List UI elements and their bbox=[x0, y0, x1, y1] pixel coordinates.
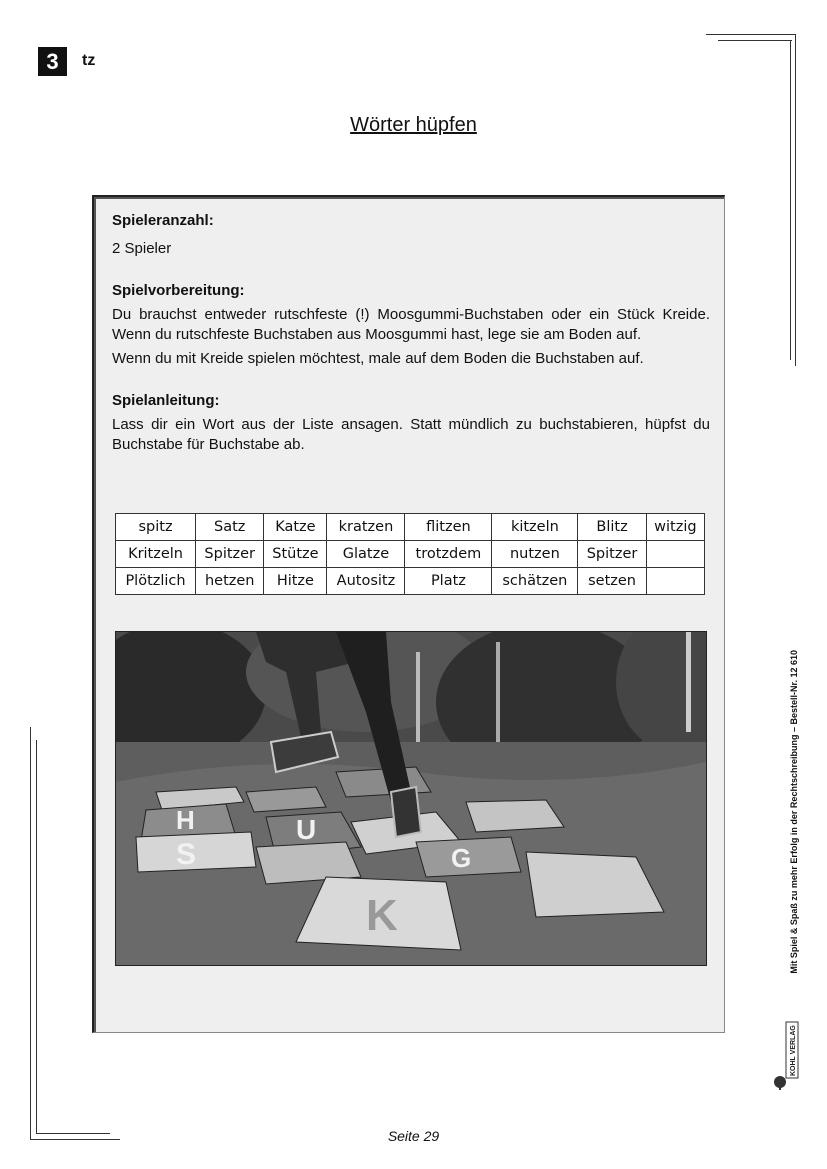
table-cell: flitzen bbox=[405, 514, 492, 541]
word-table bbox=[115, 513, 705, 595]
table-row bbox=[116, 568, 705, 595]
table-cell: schätzen bbox=[492, 568, 578, 595]
players-text: 2 Spieler bbox=[112, 240, 172, 257]
prep-text-2: Wenn du mit Kreide spielen möchtest, male auf dem Boden die Buchstaben auf. bbox=[112, 350, 644, 367]
table-cell: hetzen bbox=[196, 568, 264, 595]
table-cell: kitzeln bbox=[492, 514, 578, 541]
publisher-logo bbox=[772, 1020, 802, 1092]
mat-letter: U bbox=[296, 814, 317, 845]
players-heading: Spieleranzahl: bbox=[112, 212, 214, 229]
svg-text:KOHL VERLAG: KOHL VERLAG bbox=[790, 1025, 797, 1076]
table-cell: Spitzer bbox=[578, 541, 646, 568]
mat-letter: K bbox=[366, 891, 398, 940]
corner-line-right bbox=[795, 34, 796, 366]
corner-line-top-2 bbox=[718, 40, 792, 41]
table-cell: witzig bbox=[646, 514, 704, 541]
table-cell: Katze bbox=[264, 514, 327, 541]
table-cell: Kritzeln bbox=[116, 541, 196, 568]
table-cell: setzen bbox=[578, 568, 646, 595]
table-row bbox=[116, 541, 705, 568]
corner-line-left bbox=[30, 727, 31, 1139]
table-cell: spitz bbox=[116, 514, 196, 541]
mat-letter: G bbox=[451, 843, 472, 873]
page-footer: Seite 29 bbox=[387, 1128, 440, 1144]
table-cell: kratzen bbox=[327, 514, 405, 541]
sidebar-caption: Mit Spiel & Spaß zu mehr Erfolg in der Rechtschreibung – Bestell-Nr. 12 610 bbox=[789, 650, 799, 974]
table-cell: Platz bbox=[405, 568, 492, 595]
table-cell: Hitze bbox=[264, 568, 327, 595]
table-cell: Satz bbox=[196, 514, 264, 541]
table-cell: Blitz bbox=[578, 514, 646, 541]
table-cell: Glatze bbox=[327, 541, 405, 568]
prep-text-1: Du brauchst entweder rutschfeste (!) Moosgummi-Buchstaben oder ein Stück Kreide. Wenn du rutschfeste Buchstaben aus Moosgummi hast, lege sie am Boden auf. bbox=[112, 306, 710, 343]
table-cell: nutzen bbox=[492, 541, 578, 568]
table-cell bbox=[646, 541, 704, 568]
table-cell: Autositz bbox=[327, 568, 405, 595]
chapter-number-badge: 3 bbox=[38, 47, 67, 76]
corner-line-top bbox=[706, 34, 796, 35]
table-cell: Plötzlich bbox=[116, 568, 196, 595]
page-title: Wörter hüpfen bbox=[350, 114, 477, 136]
game-panel bbox=[92, 195, 725, 1033]
table-cell: trotzdem bbox=[405, 541, 492, 568]
mat-letter: H bbox=[176, 805, 195, 835]
table-row bbox=[116, 514, 705, 541]
table-cell bbox=[646, 568, 704, 595]
hopping-photo bbox=[115, 631, 707, 966]
panel-content bbox=[112, 211, 710, 455]
corner-line-right-2 bbox=[790, 40, 791, 360]
prep-heading: Spielvorbereitung: bbox=[112, 282, 245, 299]
rules-text: Lass dir ein Wort aus der Liste ansagen. Statt mündlich zu buchstabieren, hüpfst du Buchstabe für Buchstabe ab. bbox=[112, 416, 710, 453]
photo-illustration bbox=[116, 632, 706, 965]
table-cell: Spitzer bbox=[196, 541, 264, 568]
rules-heading: Spielanleitung: bbox=[112, 392, 220, 409]
sidebar-text bbox=[789, 650, 809, 990]
chapter-tag: tz bbox=[82, 52, 96, 69]
table-cell: Stütze bbox=[264, 541, 327, 568]
mat-letter: S bbox=[176, 838, 197, 871]
corner-line-left-2 bbox=[36, 740, 37, 1133]
